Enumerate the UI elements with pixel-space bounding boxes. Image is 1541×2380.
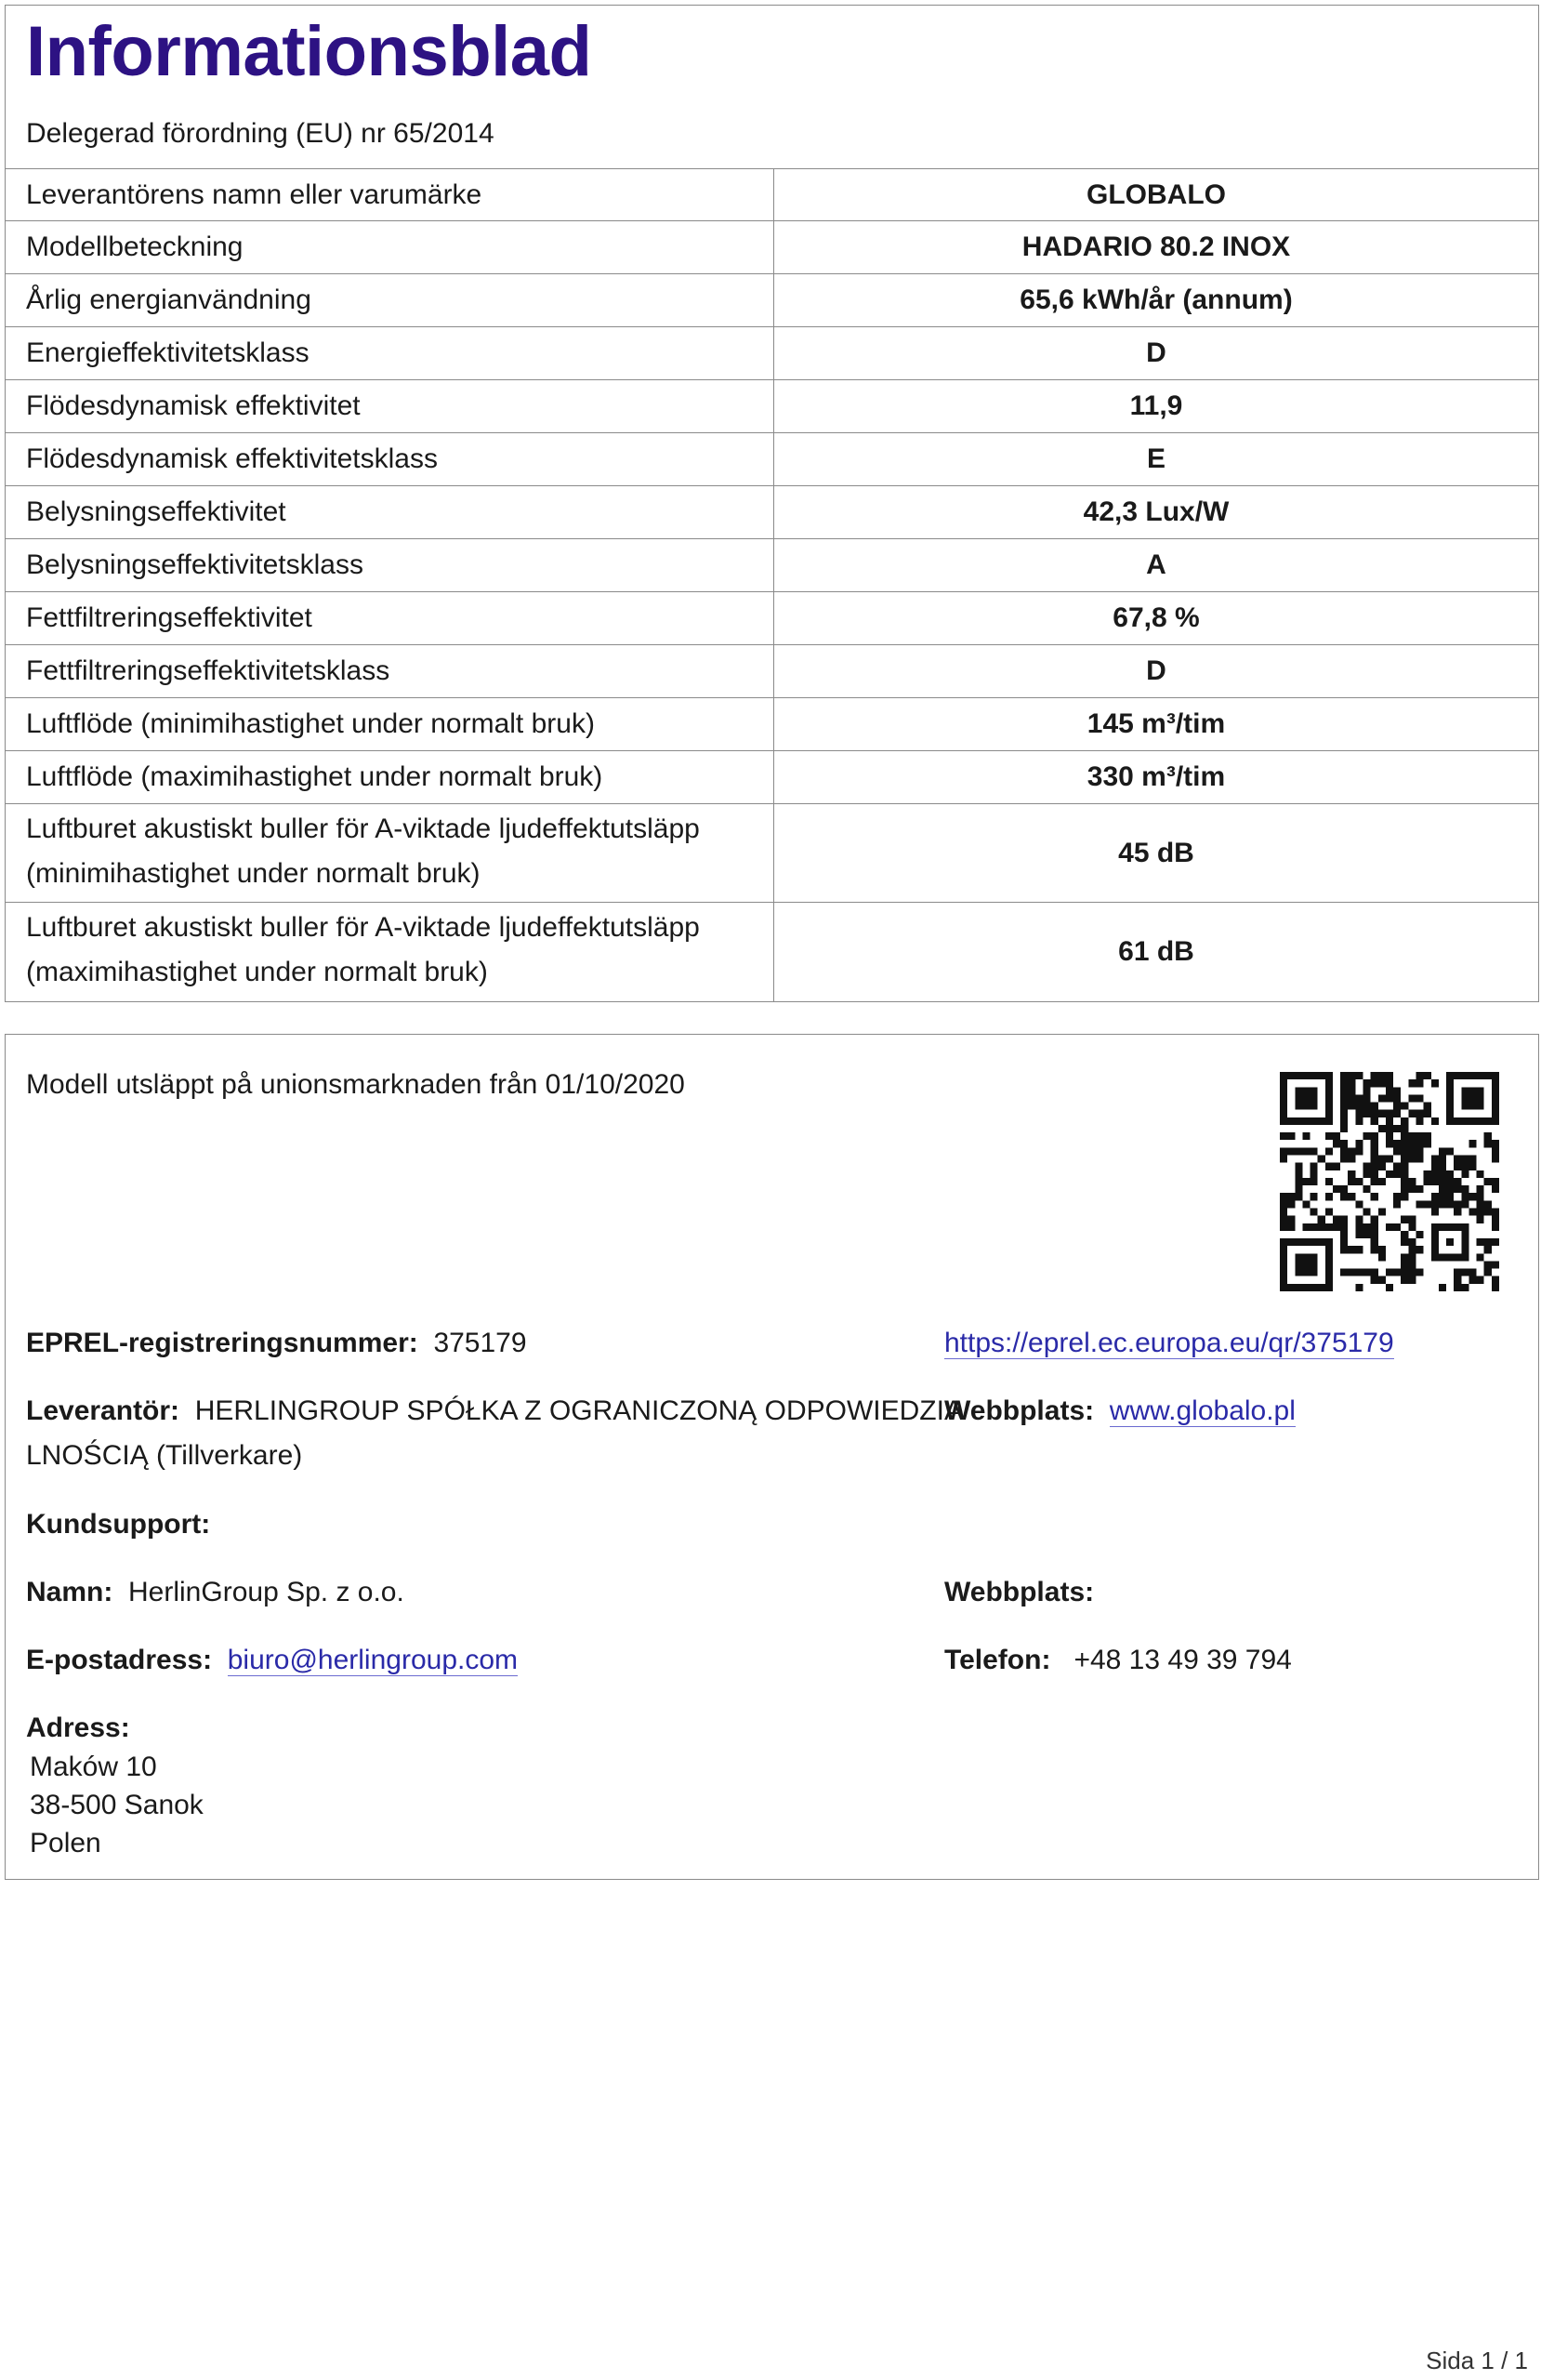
table-row xyxy=(6,274,1538,327)
website-link[interactable]: www.globalo.pl xyxy=(1109,1395,1296,1426)
row-label: Årlig energianvändning xyxy=(26,284,311,315)
website-label: Webbplats: xyxy=(944,1395,1095,1426)
row-value: 145 m³/tim xyxy=(773,698,1538,750)
page-title: Informationsblad xyxy=(26,12,592,91)
table-row xyxy=(6,698,1538,751)
page-number: Sida 1 / 1 xyxy=(1426,2347,1528,2374)
row-label: Flödesdynamisk effektivitet xyxy=(26,390,361,421)
row-value: 67,8 % xyxy=(773,592,1538,644)
table-row xyxy=(6,592,1538,645)
table-row xyxy=(6,751,1538,804)
eprel-link[interactable]: https://eprel.ec.europa.eu/qr/375179 xyxy=(944,1328,1394,1358)
address-line: Polen xyxy=(30,1828,101,1858)
support-website-label: Webbplats: xyxy=(944,1577,1095,1607)
row-value: HADARIO 80.2 INOX xyxy=(773,221,1538,273)
product-information-table xyxy=(5,5,1539,1002)
table-row xyxy=(6,539,1538,592)
name-value: HerlinGroup Sp. z o.o. xyxy=(128,1577,404,1607)
supplier-information-box xyxy=(5,1034,1539,1880)
row-value: D xyxy=(773,645,1538,697)
supplier-name-continued: LNOŚCIĄ (Tillverkare) xyxy=(26,1440,303,1471)
supplier-line xyxy=(26,1393,963,1430)
address-label: Adress: xyxy=(26,1712,130,1743)
row-label: Luftburet akustiskt buller för A-viktade ljudeffektutsläpp (minimihastighet under normalt bruk) xyxy=(26,813,700,889)
row-value: E xyxy=(773,433,1538,485)
row-value: 45 dB xyxy=(773,804,1538,902)
phone-value: +48 13 49 39 794 xyxy=(1073,1645,1292,1675)
table-row xyxy=(6,169,1538,221)
row-value: 65,6 kWh/år (annum) xyxy=(773,274,1538,326)
website-line xyxy=(944,1393,1296,1430)
table-row xyxy=(6,221,1538,274)
eprel-registration xyxy=(26,1325,527,1362)
row-label: Modellbeteckning xyxy=(26,231,244,262)
table-row xyxy=(6,486,1538,539)
row-label: Luftburet akustiskt buller för A-viktade ljudeffektutsläpp (maximihastighet under normalt bruk) xyxy=(26,912,700,987)
row-value: GLOBALO xyxy=(773,169,1538,220)
address-line: 38-500 Sanok xyxy=(30,1790,204,1820)
release-date-text: Modell utsläppt på unionsmarknaden från 01/10/2020 xyxy=(26,1069,685,1100)
row-label: Energieffektivitetsklass xyxy=(26,337,310,368)
row-label: Belysningseffektivitet xyxy=(26,496,286,527)
phone-line xyxy=(944,1642,1292,1679)
qr-code-icon[interactable] xyxy=(1280,1072,1499,1291)
regulation-subtitle: Delegerad förordning (EU) nr 65/2014 xyxy=(26,118,494,149)
row-value: 42,3 Lux/W xyxy=(773,486,1538,538)
email-line xyxy=(26,1642,518,1679)
email-link[interactable]: biuro@herlingroup.com xyxy=(227,1645,519,1675)
row-value: 330 m³/tim xyxy=(773,751,1538,803)
customer-support-label: Kundsupport: xyxy=(26,1509,211,1540)
table-row xyxy=(6,380,1538,433)
row-label: Fettfiltreringseffektivitetsklass xyxy=(26,655,390,686)
row-label: Flödesdynamisk effektivitetsklass xyxy=(26,443,438,474)
table-row xyxy=(6,645,1538,698)
table-row xyxy=(6,433,1538,486)
eprel-number: 375179 xyxy=(433,1328,527,1358)
row-label: Luftflöde (maximihastighet under normalt bruk) xyxy=(26,761,603,792)
row-label: Luftflöde (minimihastighet under normalt bruk) xyxy=(26,708,595,739)
table-row xyxy=(6,903,1538,1001)
row-value: 11,9 xyxy=(773,380,1538,432)
table-row xyxy=(6,804,1538,903)
table-row xyxy=(6,327,1538,380)
name-label: Namn: xyxy=(26,1577,113,1607)
phone-label: Telefon: xyxy=(944,1645,1051,1675)
eprel-link-wrap xyxy=(944,1325,1394,1362)
title-cell xyxy=(6,6,1538,169)
row-label: Leverantörens namn eller varumärke xyxy=(26,178,482,210)
row-value: 61 dB xyxy=(773,903,1538,1001)
row-label: Fettfiltreringseffektivitet xyxy=(26,602,312,633)
row-label: Belysningseffektivitetsklass xyxy=(26,549,363,580)
address-line: Maków 10 xyxy=(30,1752,157,1782)
email-label: E-postadress: xyxy=(26,1645,213,1675)
support-name-line xyxy=(26,1574,404,1611)
row-value: A xyxy=(773,539,1538,591)
supplier-name: HERLINGROUP SPÓŁKA Z OGRANICZONĄ ODPOWIEDZIA xyxy=(194,1395,963,1426)
supplier-label: Leverantör: xyxy=(26,1395,180,1426)
eprel-label: EPREL-registreringsnummer: xyxy=(26,1328,418,1358)
row-value: D xyxy=(773,327,1538,379)
